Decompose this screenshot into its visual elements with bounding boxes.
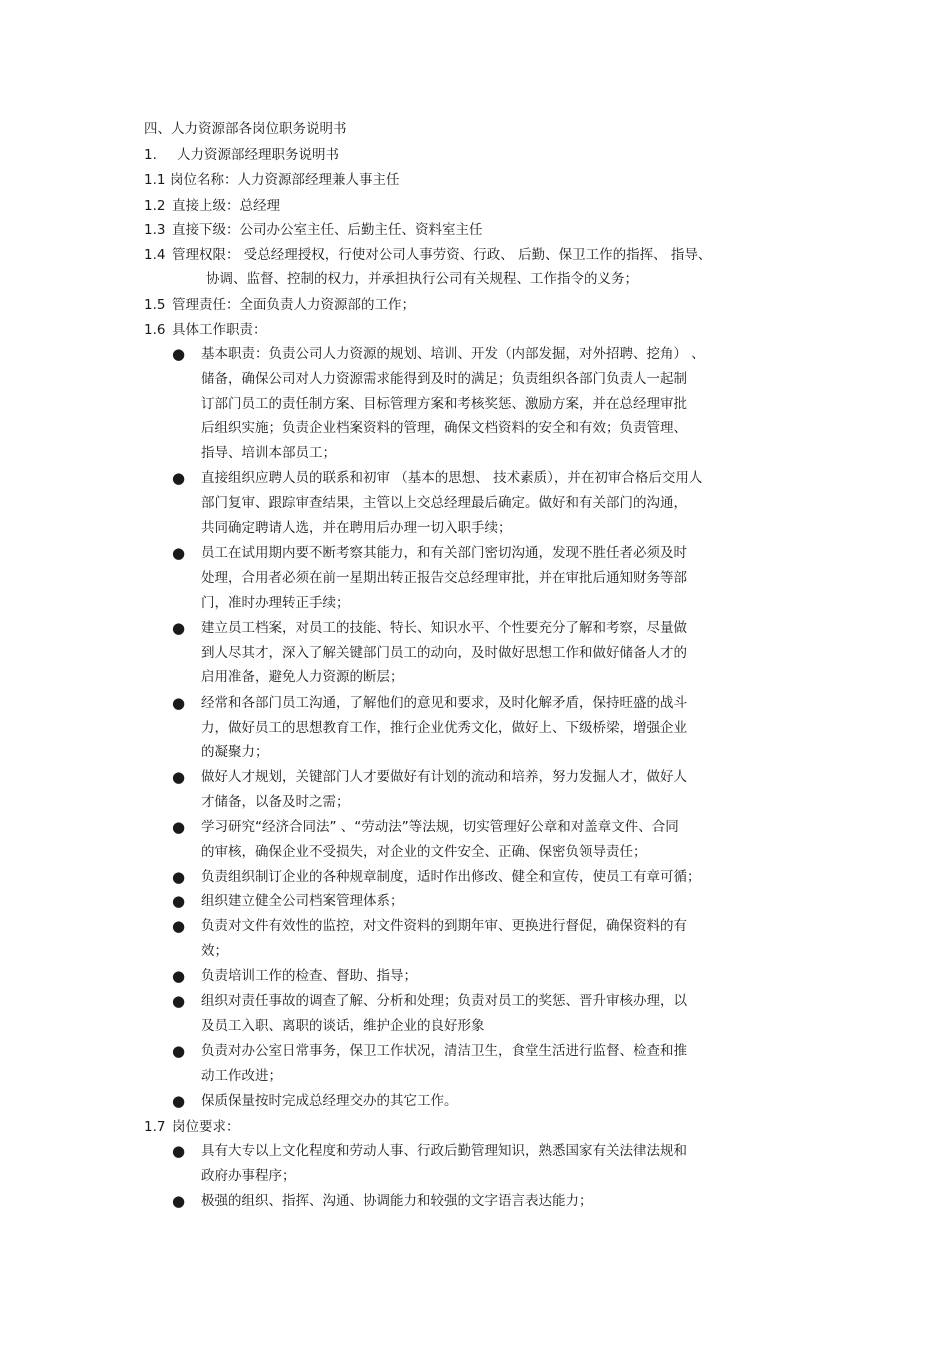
bullet-icon: ● [172,917,186,935]
duty-line: 指导、培训本部员工； [201,445,336,461]
duty-line: 才储备，以备及时之需； [201,794,350,810]
item-number: 1.2 [144,198,166,214]
duty-line: 的审核，确保企业不受损失，对企业的文件安全、正确、保密负领导责任； [201,844,647,860]
bullet-icon: ● [172,768,186,786]
section-number: 1. [144,147,157,163]
bullet-icon: ● [172,1192,186,1210]
duty-line: 启用准备，避免人力资源的断层； [201,669,404,685]
duty-line: 后组织实施；负责企业档案资料的管理，确保文档资料的安全和有效；负责管理、 [201,420,687,436]
requirement-line: 极强的组织、指挥、沟通、协调能力和较强的文字语言表达能力； [201,1193,593,1209]
duty-line: 负责对办公室日常事务，保卫工作状况，清洁卫生，食堂生活进行监督、检查和推 [201,1043,687,1059]
duty-line: 到人尽其才，深入了解关键部门员工的动向，及时做好思想工作和做好储备人才的 [201,645,687,661]
document-heading: 四、人力资源部各岗位职务说明书 [144,121,347,137]
item-text: 直接下级：公司办公室主任、后勤主任、资料室主任 [172,222,483,238]
requirement-line: 具有大专以上文化程度和劳动人事、行政后勤管理知识，熟悉国家有关法律法规和 [201,1143,687,1159]
duty-line: 动工作改进； [201,1068,282,1084]
bullet-icon: ● [172,1042,186,1060]
duty-line: 做好人才规划，关键部门人才要做好有计划的流动和培养，努力发掘人才，做好人 [201,769,687,785]
duty-line: 的凝聚力； [201,744,269,760]
bullet-icon: ● [172,992,186,1010]
bullet-icon: ● [172,1142,186,1160]
duty-line: 负责组织制订企业的各种规章制度，适时作出修改、健全和宣传，使员工有章可循； [201,869,701,885]
bullet-icon: ● [172,469,186,487]
bullet-icon: ● [172,694,186,712]
duty-line: 部门复审、跟踪审查结果，主管以上交总经理最后确定。做好和有关部门的沟通， [201,495,687,511]
duty-line: 负责培训工作的检查、督助、指导； [201,968,417,984]
duty-line: 订部门员工的责任制方案、目标管理方案和考核奖惩、激励方案，并在总经理审批 [201,396,687,412]
item-text: 管理权限： 受总经理授权，行使对公司人事劳资、行政、 后勤、保卫工作的指挥、 指导、 [172,247,712,263]
item-text: 岗位要求： [172,1119,240,1135]
requirement-line: 政府办事程序； [201,1168,296,1184]
bullet-icon: ● [172,544,186,562]
duty-line: 效； [201,943,228,959]
item-number: 1.6 [144,322,166,338]
duty-line: 组织建立健全公司档案管理体系； [201,893,404,909]
item-text: 具体工作职责： [172,322,267,338]
bullet-icon: ● [172,1092,186,1110]
duty-line: 门，准时办理转正手续； [201,595,350,611]
duty-line: 处理，合用者必须在前一星期出转正报告交总经理审批，并在审批后通知财务等部 [201,570,687,586]
bullet-icon: ● [172,967,186,985]
bullet-icon: ● [172,892,186,910]
item-text: 岗位名称：人力资源部经理兼人事主任 [170,172,400,188]
duty-line: 组织对责任事故的调查了解、分析和处理；负责对员工的奖惩、晋升审核办理，以 [201,993,687,1009]
duty-line: 储备，确保公司对人力资源需求能得到及时的满足；负责组织各部门负责人一起制 [201,371,687,387]
duty-line: 经常和各部门员工沟通，了解他们的意见和要求，及时化解矛盾，保持旺盛的战斗 [201,695,687,711]
duty-line: 及员工入职、离职的谈话，维护企业的良好形象 [201,1018,485,1034]
duty-line: 学习研究“经济合同法” 、“劳动法”等法规，切实管理好公章和对盖章文件、合同 [201,819,679,835]
duty-line: 负责对文件有效性的监控，对文件资料的到期年审、更换进行督促，确保资料的有 [201,918,687,934]
bullet-icon: ● [172,345,186,363]
duty-line: 力，做好员工的思想教育工作，推行企业优秀文化，做好上、下级桥梁，增强企业 [201,720,687,736]
item-number: 1.7 [144,1119,166,1135]
duty-line: 建立员工档案，对员工的技能、特长、知识水平、个性要充分了解和考察，尽量做 [201,620,687,636]
duty-line: 共同确定聘请人选，并在聘用后办理一切入职手续； [201,520,512,536]
duty-line: 员工在试用期内要不断考察其能力，和有关部门密切沟通，发现不胜任者必须及时 [201,545,687,561]
item-number: 1.1 [144,172,166,188]
item-number: 1.3 [144,222,166,238]
bullet-icon: ● [172,619,186,637]
bullet-icon: ● [172,868,186,886]
duty-line: 基本职责：负责公司人力资源的规划、培训、开发（内部发掘，对外招聘、挖角） 、 [201,346,705,362]
bullet-icon: ● [172,818,186,836]
item-text: 直接上级：总经理 [172,198,280,214]
section-title: 人力资源部经理职务说明书 [177,147,339,163]
item-number: 1.4 [144,247,166,263]
item-number: 1.5 [144,297,166,313]
item-text: 管理责任：全面负责人力资源部的工作； [172,297,415,313]
item-text: 协调、监督、控制的权力，并承担执行公司有关规程、工作指令的义务； [206,271,638,287]
duty-line: 直接组织应聘人员的联系和初审 （基本的思想、 技术素质），并在初审合格后交用人 [201,470,703,486]
duty-line: 保质保量按时完成总经理交办的其它工作。 [201,1093,458,1109]
